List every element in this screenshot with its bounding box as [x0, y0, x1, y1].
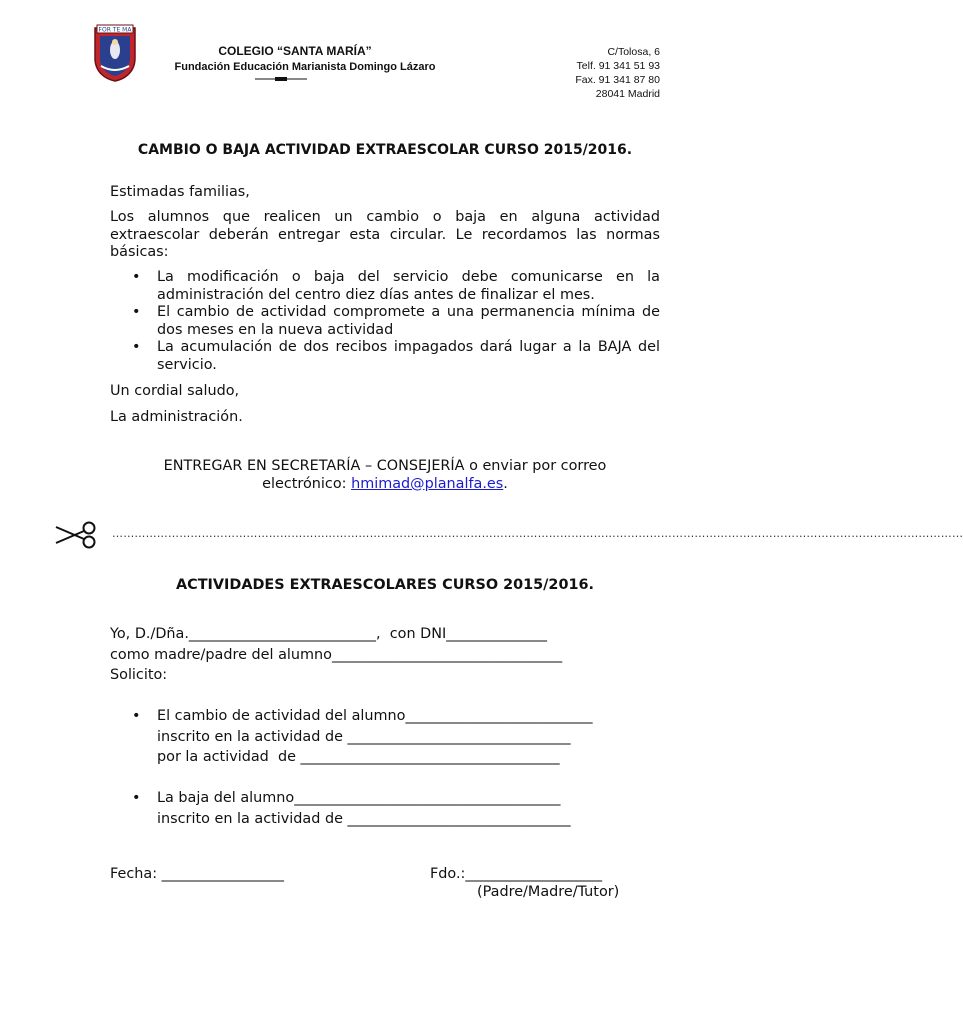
rule-item: • El cambio de actividad compromete a una permanencia mínima de dos meses en la nueva actividad	[132, 304, 660, 338]
change-line-3: por la actividad de ____________________________________	[157, 749, 560, 765]
drop-section	[110, 790, 660, 828]
change-line-1: • El cambio de actividad del alumno__________________________	[132, 708, 593, 724]
letter-title: CAMBIO O BAJA ACTIVIDAD EXTRAESCOLAR CURSO 2015/2016.	[137, 142, 633, 158]
intro-paragraph: Los alumnos que realicen un cambio o baja en alguna actividad extraescolar deberán entregar esta circular. Le recordamos las normas básicas:	[110, 209, 660, 260]
drop-line-1: • La baja del alumno_____________________________________	[132, 790, 561, 806]
delivery-line: ENTREGAR EN SECRETARÍA – CONSEJERÍA o enviar por correo	[163, 458, 607, 474]
rule-item: • La modificación o baja del servicio debe comunicarse en la administración del centro diez días antes de finalizar el mes.	[132, 269, 660, 303]
form-parent-line: como madre/padre del alumno________________________________	[110, 647, 563, 663]
form-request-label: Solicito:	[110, 667, 168, 683]
crest-text: FOR TE MA	[98, 26, 132, 34]
scissors-icon	[54, 521, 100, 549]
bullet-icon: •	[132, 790, 141, 806]
change-section	[110, 708, 660, 767]
signature: La administración.	[110, 409, 243, 425]
drop-line-2: inscrito en la actividad de _______________________________	[157, 810, 571, 827]
greeting: Estimadas familias,	[110, 184, 250, 200]
form-title: ACTIVIDADES EXTRAESCOLARES CURSO 2015/2016.	[176, 577, 594, 593]
signature-field: Fdo.:___________________	[430, 866, 603, 882]
bullet-icon: •	[132, 269, 141, 285]
cut-line: …………………………………………………………………………………………………………………………………………………………………………………………………………	[112, 527, 963, 540]
email-link[interactable]: hmimad@planalfa.es	[351, 475, 504, 492]
address-street: C/Tolosa, 6	[607, 46, 660, 58]
rule-item: • La acumulación de dos recibos impagados dará lugar a la BAJA del servicio.	[132, 339, 660, 373]
form-name-dni-line: Yo, D./Dña.__________________________, con DNI______________	[110, 626, 547, 642]
delivery-email-line: electrónico: hmimad@planalfa.es.	[262, 475, 508, 492]
bullet-icon: •	[132, 339, 141, 355]
bullet-icon: •	[132, 304, 141, 320]
foundation-name: Fundación Educación Marianista Domingo Lázaro	[174, 61, 436, 73]
address-phone: Telf. 91 341 51 93	[576, 60, 660, 72]
signature-role: (Padre/Madre/Tutor)	[477, 884, 620, 900]
delivery-instructions	[110, 458, 660, 493]
school-crest-logo	[91, 22, 139, 82]
address-city: 28041 Madrid	[595, 88, 660, 100]
decorative-divider	[255, 76, 307, 82]
closing: Un cordial saludo,	[110, 383, 240, 399]
bullet-icon: •	[132, 708, 141, 724]
address-fax: Fax. 91 341 87 80	[575, 74, 660, 86]
rules-list	[110, 269, 660, 374]
date-field: Fecha: _________________	[110, 866, 284, 882]
change-line-2: inscrito en la actividad de _______________________________	[157, 728, 571, 745]
school-name: COLEGIO “SANTA MARÍA”	[218, 44, 372, 58]
school-address	[575, 45, 660, 101]
